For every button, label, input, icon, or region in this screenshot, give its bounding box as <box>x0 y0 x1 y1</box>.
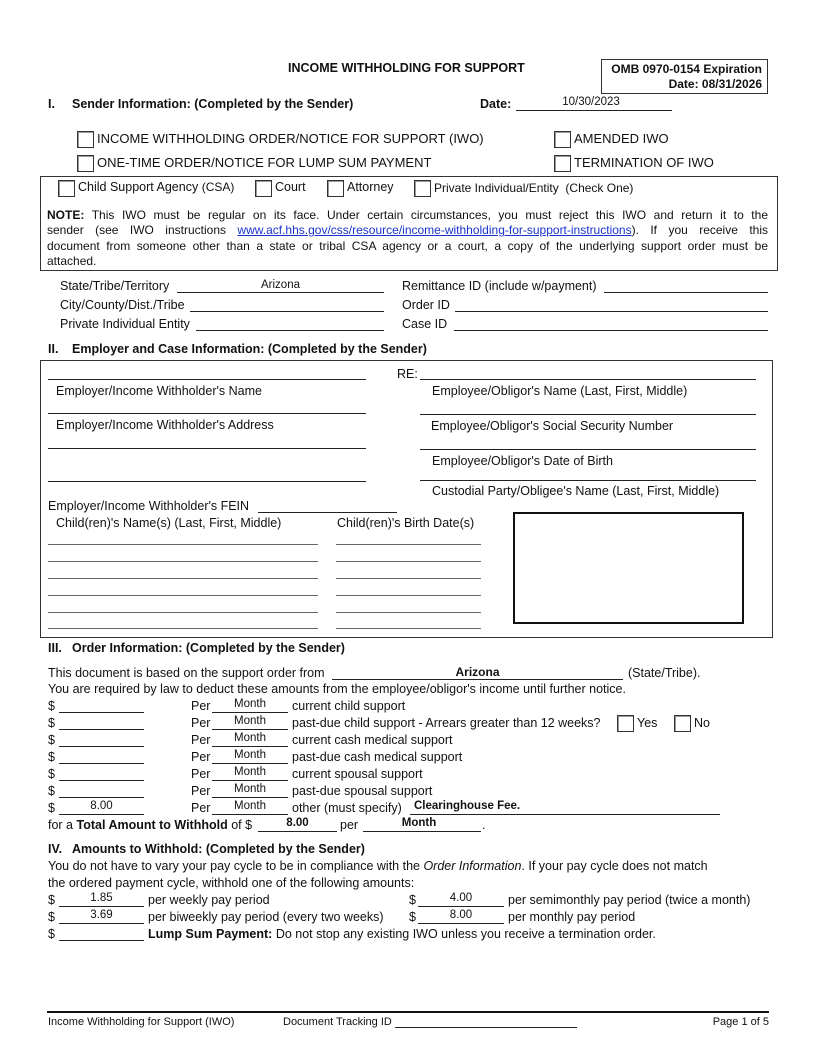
section4-number: IV. <box>48 842 63 856</box>
note-text-4: attached. <box>47 253 97 268</box>
employer-name-label: Employer/Income Withholder's Name <box>56 384 262 398</box>
state-tribe-territory-line <box>177 292 384 293</box>
weekly-amount-field[interactable]: 1.85 <box>90 892 113 904</box>
iwo-checkbox[interactable] <box>77 131 94 148</box>
total-line <box>48 818 252 832</box>
csa-label-text: Child Support Agency <box>78 180 199 194</box>
remittance-id-label: Remittance ID (include w/payment) <box>402 279 597 293</box>
amended-iwo-label: AMENDED IWO <box>574 131 669 146</box>
employer-address-field-2[interactable] <box>48 448 366 449</box>
period-field[interactable]: Month <box>234 732 266 744</box>
total-per-label: per <box>340 818 359 832</box>
lump-sum-description: Do not stop any existing IWO unless you receive a termination order. <box>275 927 656 941</box>
date-field[interactable]: 10/30/2023 <box>562 96 620 108</box>
biweekly-line <box>59 923 144 924</box>
child-name-field-5[interactable] <box>48 612 318 613</box>
semimonthly-label: per semimonthly pay period (twice a month) <box>508 893 751 907</box>
per-label: Per <box>191 767 211 781</box>
termination-iwo-checkbox[interactable] <box>554 155 571 172</box>
employer-address-field-3[interactable] <box>48 481 366 482</box>
period-line <box>212 763 288 764</box>
section4-text-1b: . If your pay cycle does not match <box>521 859 708 873</box>
private-individual-entity-label: Private Individual Entity <box>60 317 190 331</box>
section4-text-1a: You do not have to vary your pay cycle to be in compliance with the <box>48 859 424 873</box>
per-label: Per <box>191 801 211 815</box>
private-individual-checkbox[interactable] <box>414 180 431 197</box>
required-text: You are required by law to deduct these amounts from the employee/obligor's income until further notice. <box>48 682 626 696</box>
order-id-field[interactable] <box>455 311 768 312</box>
employee-name-field[interactable] <box>420 379 756 380</box>
amount-line <box>59 729 144 730</box>
court-label: Court <box>275 180 306 194</box>
period-line <box>212 814 288 815</box>
lump-sum-label: Lump Sum Payment: <box>148 927 273 941</box>
amount-line <box>59 814 144 815</box>
period-field[interactable]: Month <box>234 766 266 778</box>
row-description: current cash medical support <box>292 733 453 747</box>
arrears-no-checkbox[interactable] <box>674 715 691 732</box>
amount-line <box>59 763 144 764</box>
amount-line <box>59 746 144 747</box>
children-names-label: Child(ren)'s Name(s) (Last, First, Middle) <box>56 516 282 530</box>
employer-address-label: Employer/Income Withholder's Address <box>56 418 274 432</box>
court-checkbox[interactable] <box>255 180 272 197</box>
private-individual-text: Private Individual/Entity <box>434 181 559 195</box>
lump-currency: $ <box>48 927 55 941</box>
currency-symbol: $ <box>48 699 55 713</box>
period-line <box>212 746 288 747</box>
monthly-currency: $ <box>409 910 416 924</box>
footer-form-name: Income Withholding for Support (IWO) <box>48 1016 235 1028</box>
child-name-field-4[interactable] <box>48 595 318 596</box>
employer-fein-label: Employer/Income Withholder's FEIN <box>48 499 250 513</box>
tracking-id-field[interactable] <box>395 1027 577 1028</box>
currency-symbol: $ <box>48 767 55 781</box>
period-line <box>212 712 288 713</box>
note-text-2a: sender (see IWO instructions <box>47 223 238 238</box>
monthly-line <box>418 923 504 924</box>
omb-expiration: Date: 08/31/2026 <box>668 77 762 91</box>
form-title: INCOME WITHHOLDING FOR SUPPORT <box>288 61 525 75</box>
currency-symbol: $ <box>48 784 55 798</box>
per-label: Per <box>191 750 211 764</box>
total-prefix: for a <box>48 818 74 832</box>
date-label: Date: <box>480 97 512 111</box>
section4-text-2: the ordered payment cycle, withhold one of the following amounts: <box>48 876 415 890</box>
child-name-field-2[interactable] <box>48 561 318 562</box>
row-description: current spousal support <box>292 767 423 781</box>
child-dob-field-6[interactable] <box>336 628 481 629</box>
iwo-label: INCOME WITHHOLDING ORDER/NOTICE FOR SUPPORT (IWO) <box>97 131 484 146</box>
row-description: past-due cash medical support <box>292 750 463 764</box>
order-id-label: Order ID <box>402 298 450 312</box>
private-individual-label <box>434 181 633 195</box>
employee-dob-field[interactable] <box>420 449 756 450</box>
monthly-amount-field[interactable]: 8.00 <box>449 909 473 921</box>
csa-suffix: (CSA) <box>201 180 235 194</box>
child-dob-field-3[interactable] <box>336 578 481 579</box>
attorney-checkbox[interactable] <box>327 180 344 197</box>
weekly-label: per weekly pay period <box>148 893 270 907</box>
semimonthly-currency: $ <box>409 893 416 907</box>
state-tribe-territory-label: State/Tribe/Territory <box>60 279 170 293</box>
amount-line <box>59 780 144 781</box>
note-text-2b: ). If you receive this <box>631 223 768 238</box>
row-description: past-due child support - Arrears greater than 12 weeks? <box>292 716 601 730</box>
arrears-yes-checkbox[interactable] <box>617 715 634 732</box>
child-name-field-6[interactable] <box>48 628 318 629</box>
lump-sum-text <box>148 927 656 941</box>
section4-heading: Amounts to Withhold: (Completed by the Sender) <box>72 842 365 856</box>
per-label: Per <box>191 699 211 713</box>
weekly-line <box>59 906 144 907</box>
amount-line <box>59 797 144 798</box>
section3-number: III. <box>48 641 62 655</box>
employee-ssn-label: Employee/Obligor's Social Security Number <box>431 419 674 433</box>
biweekly-currency: $ <box>48 910 55 924</box>
period-field[interactable]: Month <box>234 783 266 795</box>
weekly-currency: $ <box>48 893 55 907</box>
total-period-field[interactable]: Month <box>401 817 437 829</box>
section4-text-1 <box>48 859 708 873</box>
csa-checkbox[interactable] <box>58 180 75 197</box>
csa-label <box>78 180 234 194</box>
note-text-1: This IWO must be regular on its face. Under certain circumstances, you must reject this IWO and return it to the <box>91 208 768 222</box>
currency-symbol: $ <box>48 733 55 747</box>
biweekly-amount-field[interactable]: 3.69 <box>90 909 113 921</box>
currency-symbol: $ <box>48 716 55 730</box>
case-id-label: Case ID <box>402 317 448 331</box>
total-amount-field[interactable]: 8.00 <box>286 817 309 829</box>
total-of: of $ <box>231 818 253 832</box>
re-label: RE: <box>397 367 418 381</box>
child-dob-field-2[interactable] <box>336 561 481 562</box>
section1-heading: Sender Information: (Completed by the Sender) <box>72 97 354 111</box>
state-tribe-suffix: (State/Tribe). <box>628 666 701 680</box>
based-on-text: This document is based on the support order from <box>48 666 325 680</box>
custodial-party-field[interactable] <box>420 480 756 481</box>
currency-symbol: $ <box>48 801 55 815</box>
child-name-field-1[interactable] <box>48 544 318 545</box>
total-label: Total Amount to Withhold <box>76 818 228 832</box>
per-label: Per <box>191 733 211 747</box>
termination-iwo-label: TERMINATION OF IWO <box>574 155 714 170</box>
child-dob-field-5[interactable] <box>336 612 481 613</box>
custodial-party-label: Custodial Party/Obligee's Name (Last, First, Middle) <box>432 484 720 498</box>
biweekly-label: per biweekly pay period (every two weeks) <box>148 910 384 924</box>
footer-rule <box>47 1011 769 1013</box>
check-one-hint: (Check One) <box>565 181 634 195</box>
note-label: NOTE: <box>47 208 85 222</box>
employer-address-field-1[interactable] <box>48 413 366 414</box>
child-dob-field-4[interactable] <box>336 595 481 596</box>
employer-name-field[interactable] <box>48 379 366 380</box>
total-amount-line <box>258 831 337 832</box>
state-tribe-territory-field[interactable]: Arizona <box>261 279 300 291</box>
city-county-label: City/County/Dist./Tribe <box>60 298 185 312</box>
amount-line <box>59 712 144 713</box>
total-end: . <box>482 818 486 832</box>
arrears-yes-label: Yes <box>637 716 658 730</box>
row-description: past-due spousal support <box>292 784 433 798</box>
amended-iwo-checkbox[interactable] <box>554 131 571 148</box>
per-label: Per <box>191 784 211 798</box>
lump-sum-amount-field[interactable] <box>59 940 144 941</box>
private-individual-entity-field[interactable] <box>196 330 384 331</box>
date-field-line <box>516 110 672 111</box>
section2-heading: Employer and Case Information: (Completed by the Sender) <box>72 342 427 356</box>
section3-heading: Order Information: (Completed by the Sender) <box>72 641 345 655</box>
remittance-id-field[interactable] <box>604 292 768 293</box>
based-on-state-line <box>332 679 623 680</box>
based-on-state-field[interactable]: Arizona <box>455 665 500 679</box>
row-description: current child support <box>292 699 406 713</box>
arrears-no-label: No <box>694 716 710 730</box>
note-text-3: document from someone other than a state or tribal CSA agency or a court, a copy of the underlying support order must be <box>47 238 768 253</box>
section2-number: II. <box>48 342 59 356</box>
period-field[interactable]: Month <box>234 749 266 761</box>
omb-box <box>601 59 768 94</box>
tracking-id-label: Document Tracking ID <box>283 1016 392 1028</box>
case-id-field[interactable] <box>454 330 768 331</box>
per-label: Per <box>191 716 211 730</box>
period-line <box>212 797 288 798</box>
total-period-line <box>363 831 481 832</box>
period-field[interactable]: Month <box>234 698 266 710</box>
monthly-label: per monthly pay period <box>508 910 636 924</box>
other-specify-line <box>410 814 720 815</box>
period-line <box>212 729 288 730</box>
amount-field[interactable]: 8.00 <box>90 800 113 812</box>
city-county-field[interactable] <box>190 311 384 312</box>
semimonthly-amount-field[interactable]: 4.00 <box>449 892 473 904</box>
children-dob-label: Child(ren)'s Birth Date(s) <box>337 516 475 530</box>
child-dob-field-1[interactable] <box>336 544 481 545</box>
semimonthly-line <box>418 906 504 907</box>
custodial-party-address-box[interactable] <box>513 512 744 624</box>
currency-symbol: $ <box>48 750 55 764</box>
one-time-order-label: ONE-TIME ORDER/NOTICE FOR LUMP SUM PAYMENT <box>97 155 432 170</box>
note-paragraph <box>47 208 768 269</box>
section1-number: I. <box>48 97 55 111</box>
page-number: Page 1 of 5 <box>712 1016 769 1028</box>
row-description: other (must specify) <box>292 801 402 815</box>
order-information-italic: Order Information <box>423 859 522 873</box>
other-specify-field[interactable]: Clearinghouse Fee. <box>414 800 521 812</box>
period-line <box>212 780 288 781</box>
period-field[interactable]: Month <box>234 715 266 727</box>
period-field[interactable]: Month <box>234 800 266 812</box>
iwo-instructions-link[interactable]: www.acf.hhs.gov/css/resource/income-withholding-for-support-instructions <box>237 223 632 238</box>
employee-ssn-field[interactable] <box>420 414 756 415</box>
one-time-order-checkbox[interactable] <box>77 155 94 172</box>
omb-number: OMB 0970-0154 Expiration <box>611 62 762 76</box>
employee-name-label: Employee/Obligor's Name (Last, First, Middle) <box>432 384 688 398</box>
child-name-field-3[interactable] <box>48 578 318 579</box>
attorney-label: Attorney <box>347 180 394 194</box>
employee-dob-label: Employee/Obligor's Date of Birth <box>432 454 613 468</box>
employer-fein-field[interactable] <box>258 512 397 513</box>
